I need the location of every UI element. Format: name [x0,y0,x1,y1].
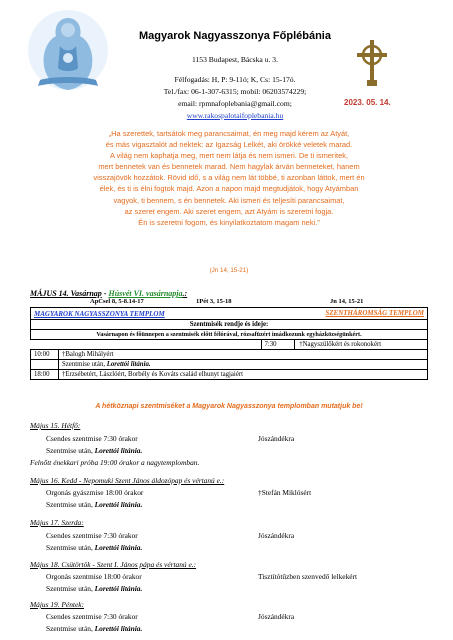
litany-label: Lorettói litánia. [94,543,143,552]
litany-label: Lorettói litánia. [94,500,143,509]
day-title: Május 15. Hétfő: [30,421,81,430]
litany-label: Lorettói litánia. [94,446,143,455]
mass-intention: †Stefán Miklósért [258,488,312,497]
sunday-heading [30,289,187,298]
bulletin-date: 2023. 05. 14. [344,98,391,107]
weekday-note: A hétköznapi szentmiséket a Magyarok Nagyasszonya templomban mutatjuk be! [95,403,363,410]
mass-intention: †Erzsébetért, Lászlóért, Borbély és Kováts család elhunyt tagjaiért [59,370,428,380]
phone-line: Tel./fax: 06-1-307-6315; mobil: 06203574229; [163,87,307,96]
mass-order-note: Vasárnapon és főünnepen a szentmisék előtt félórával, rózsafüzért imádkozunk egyházközségünkért. [31,330,428,340]
quote-line: az szeret engem. Aki szeret engem, azt Atyám is szeretni fogja. [124,206,334,216]
mass-line: Orgonás gyászmise 18:00 órakor [46,488,144,497]
mass-line: Csendes szentmise 7:30 órakor [46,434,138,443]
table-row [31,340,428,350]
mass-line: Csendes szentmise 7:30 órakor [46,531,138,540]
table-row [31,330,428,340]
mass-intention: †Balogh Mihályért [59,350,428,360]
mass-time: 7:30 [262,340,295,349]
quote-line: visszajövök hozzátok. Rövid idő, s a világ nem lát többé, ti azonban láttok, mert én [93,173,365,183]
after-mass: Szentmise után, Lorettói litánia. [46,500,143,509]
sunday-schedule-table [30,307,428,380]
quote-line: „Ha szerettek, tartsátok meg parancsaimat, én meg majd kérem az Atyát, [108,129,350,138]
day-title: Május 18. Csütörtök - Szent I. János pápa és vértanú e.: [30,560,197,569]
litany-label: Lorettói litánia. [106,361,151,368]
contact-block [130,74,340,122]
after-mass: Szentmise után, Lorettói litánia. [46,624,143,633]
reading-first: ApCsel 8, 5-8.14-17 [90,298,144,305]
mass-intention: †Nagyszülőkért és rokonokért [299,341,382,348]
day-title: Május 17. Szerda: [30,518,84,527]
sunday-date: MÁJUS 14. Vasárnap [30,289,102,298]
mass-intention: Jószándékra [258,612,295,621]
celtic-cross-icon [355,40,389,86]
after-mass: Szentmise után, Lorettói litánia. [46,543,143,552]
gospel-quote [44,128,414,228]
table-row [31,360,428,370]
mass-intention: Jószándékra [258,434,295,443]
quote-line: és más vigasztalót ad nektek: az Igazság Lelkét, aki örökké veletek marad. [105,140,353,150]
mass-line: Orgonás szentmise 18:00 órakor [46,572,142,581]
quote-line: vagyok, ti bennem, s én bennetek. Aki ismeri és teljesíti parancsaimat, [113,195,345,205]
reading-second: 1Pét 3, 15-18 [196,298,232,305]
mass-intention: Jószándékra [258,531,295,540]
parish-title: Magyarok Nagyasszonya Főplébánia [139,30,331,42]
mass-time: 18:00 [31,370,59,380]
after-mass: Szentmise után, Lorettói litánia. [59,360,428,370]
choir-note: Felnőtt énekkari próba 19:00 órakor a nagytemplomban. [30,458,200,467]
parish-address: 1153 Budapest, Bácska u. 3. [192,55,278,64]
day-title: Május 16. Kedd - Nepomuki Szent János áldozópap és vértanú e.: [30,476,225,485]
sunday-feast: Húsvét VI. vasárnapja [108,289,183,298]
mass-time: 10:00 [31,350,59,360]
office-hours: Félfogadás: H, P: 9-11ó; K, Cs: 15-17ó. [174,75,296,84]
table-row [31,350,428,360]
heading-separator: - [101,289,109,298]
church-magyarok: MAGYAROK NAGYASSZONYA TEMPLOM [34,309,165,318]
quote-line: Én is szeretni fogom, és kinyilatkoztatom magam neki.” [138,217,320,227]
reading-gospel: Jn 14, 15-21 [330,298,364,305]
mass-order-title: Szentmisék rendje és ideje: [31,320,428,330]
table-row [31,320,428,330]
mass-intention: Tisztítótűzben szenvedő lelkekért [258,572,358,581]
quote-reference: (Jn 14, 15-21) [209,267,249,274]
table-row [31,370,428,380]
table-row [31,308,428,320]
quote-line: mert bennetek van és bennetek marad. Nem hagylak árván benneteket, hanem [98,162,360,172]
quote-line: A világ nem kaphatja meg, mert nem látja és nem ismeri. De ti ismeritek, [109,151,349,161]
after-mass: Szentmise után, Lorettói litánia. [46,584,143,593]
madonna-logo-icon [18,6,118,98]
church-szentharomsag: SZENTHÁROMSÁG TEMPLOM [325,309,424,317]
quote-line: élek, és ti is élni fogtok majd. Azon a napon majd megtudjátok, hogy Atyámban [99,184,359,194]
mass-line: Csendes szentmise 7:30 órakor [46,612,138,621]
website-link[interactable]: www.rakospalotaifoplebania.hu [186,111,284,120]
heading-tail: .: [182,289,188,298]
after-mass: Szentmise után, Lorettói litánia. [46,446,143,455]
litany-label: Lorettói litánia. [94,624,143,633]
email-line: email: rpmnafoplebania@gmail.com; [178,99,292,108]
day-title: Május 19. Péntek: [30,600,84,609]
litany-label: Lorettói litánia. [94,584,143,593]
